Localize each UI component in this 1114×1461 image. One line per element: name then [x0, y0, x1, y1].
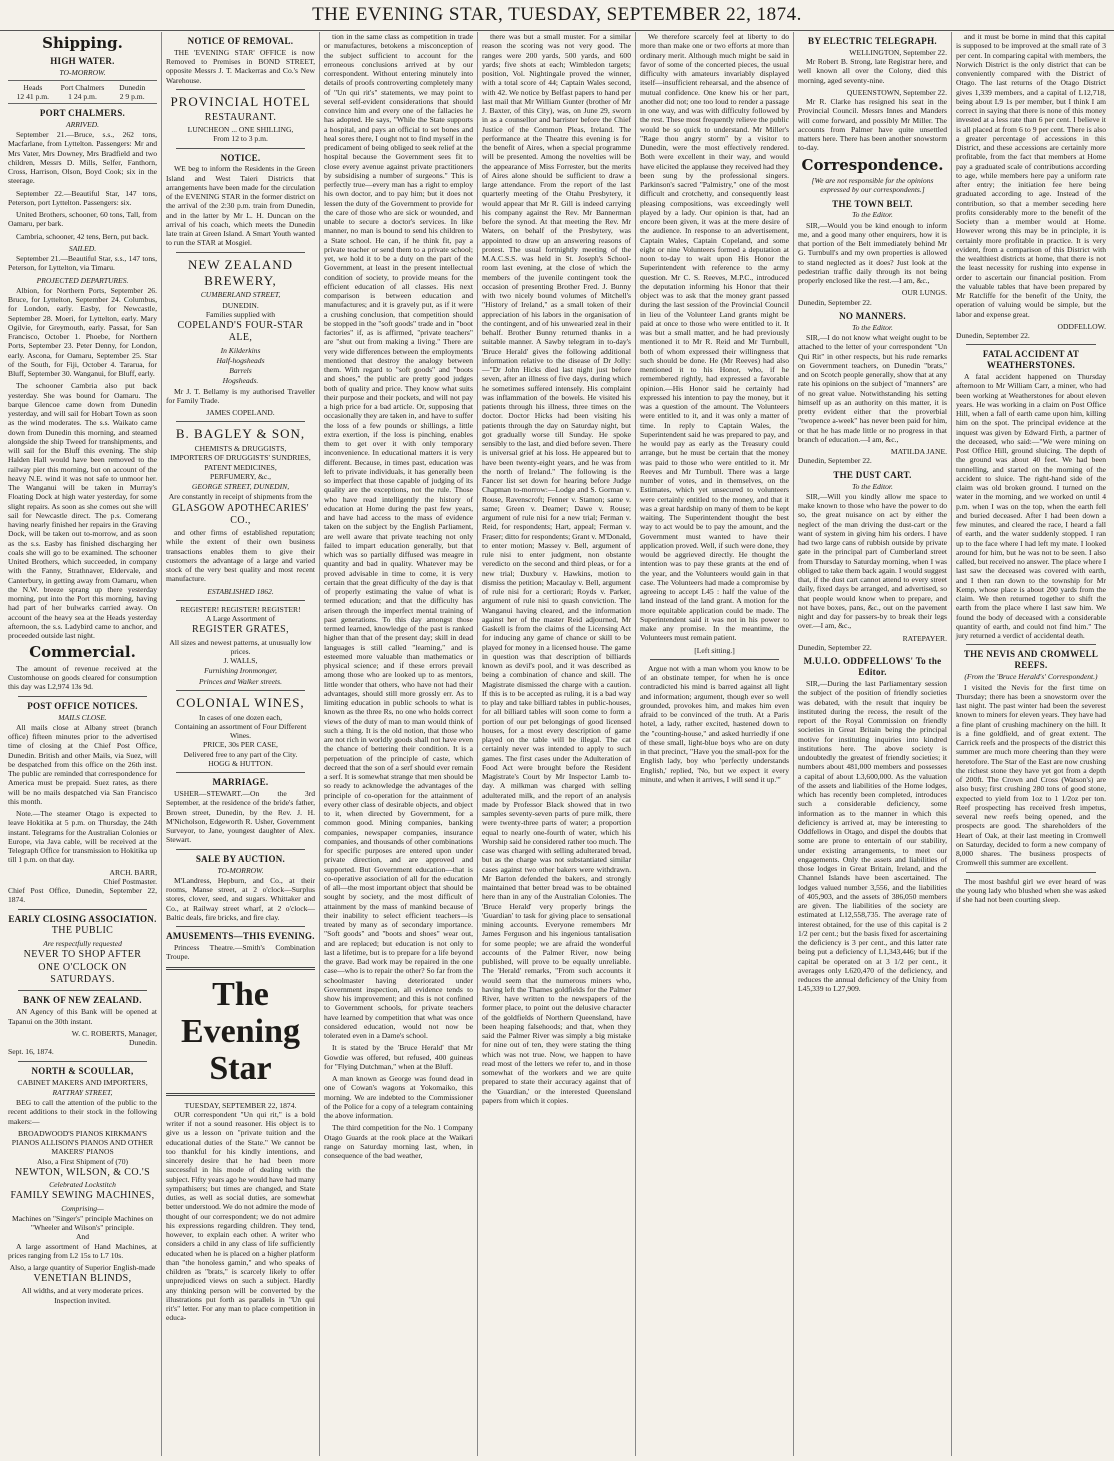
ad-line: ONE O'CLOCK ON SATURDAYS.	[38, 962, 127, 986]
commercial-text: The amount of revenue received at the Customhouse on goods cleared for consumption this day was L2,974 13s 9d.	[8, 663, 157, 692]
disclaimer: [We are not responsible for the opinions expressed by our correspondents.]	[811, 176, 934, 195]
masthead	[0, 0, 1114, 31]
ad-line: From 12 to 3 p.m.	[213, 134, 268, 144]
telegraph-text: Mr Robert B. Strong, late Registrar here, and well known all over the Colony, died this morning, aged seventy-nine.	[798, 57, 947, 85]
letter-date: Dunedin, September 22.	[798, 297, 872, 307]
dateline: QUEENSTOWN, September 22.	[846, 87, 947, 97]
column-3	[320, 32, 478, 1456]
ad-line: Celebrated Lockstitch	[49, 1180, 116, 1190]
ad-line: Families supplied with	[205, 309, 276, 319]
nevis-text: I visited the Nevis for the first time on Thursday; there has been a snowstorm over the last night. The past winter had been the severest known to miners for eleven years. They have had a fine plant of crushing machinery on the hill. It is a fine goldfield, and of great extent. The Carrick reefs and the prospects of the district this summer are much more cheering than they were heretofore. The Star of the East are now crushing the richest stone they have yet got from a depth of 200ft. The Crown and Cross (Watson's) are also busy; first crushing 280 tons of good stone, expected to yield from 1oz to 1 1/2oz per ton. Reef prospecting has received fresh impetus, several new reefs being opened, and the prospects are good. The shareholders of the Heart of Oak, at their last meeting in Cromwell on Saturday, decided to form a new company of 8,000 shares. The business prospects of Cromwell this summer are excellent.	[956, 682, 1106, 868]
ad-line: All widths, and at very moderate prices.	[21, 1286, 144, 1296]
nevis-heading: THE NEVIS AND CROMWELL REEFS.	[963, 649, 1099, 671]
bank-signature: W. C. ROBERTS, Manager,	[71, 1028, 157, 1038]
ad-line: In Kilderkins	[220, 345, 261, 355]
divider	[176, 690, 305, 691]
news-paragraph: The third competition for the No. 1 Company Otago Guards at the rook place at the Waikari range on Saturday morning last, when, in consequence of the bad weather,	[324, 1123, 473, 1160]
newspaper-title: The Evening Star	[180, 975, 301, 1088]
sailings-text: September 21.—Beautiful Star, s.s., 147 tons, Peterson, for Lyttelton, via Timaru.	[8, 254, 157, 273]
newspaper-columns	[4, 32, 1110, 1456]
ad-line: Also, a large quantity of Superior English-made	[9, 1263, 156, 1273]
to-editor: To the Editor.	[852, 322, 893, 332]
tide-cell: Heads 12 41 p.m.	[16, 82, 50, 101]
arrivals-text: September 22.—Beautiful Star, 147 tons, Peterson, port Lyttelton. Passengers: six.	[8, 188, 157, 207]
bank-heading: BANK OF NEW ZEALAND.	[23, 995, 142, 1006]
amusements-heading: AMUSEMENTS—THIS EVENING.	[166, 931, 315, 942]
ad-line: All sizes and newest patterns, at unusually low prices.	[169, 637, 312, 656]
postmaster-title: Chief Postmaster.	[103, 876, 157, 886]
ad-line: VENETIAN BLINDS,	[33, 1273, 132, 1285]
high-water-heading: HIGH WATER.	[50, 56, 115, 67]
news-paragraph: The most bashful girl we ever heard of was the young lady who blushed when she was asked if she had not been courting sleep.	[956, 876, 1106, 905]
ad-line: In cases of one dozen each,	[198, 712, 283, 722]
nevis-subheading: (From the 'Bruce Herald's' Correspondent.)	[964, 672, 1098, 682]
letter-heading: THE DUST CART.	[833, 469, 912, 480]
divider	[650, 659, 779, 660]
tide-cell: Dunedin 2 9 p.m.	[119, 82, 146, 101]
ad-line: PRICE, 30s PER CASE,	[203, 740, 278, 750]
divider	[176, 849, 305, 850]
removal-heading: NOTICE OF REMOVAL.	[187, 36, 294, 46]
divider	[18, 909, 147, 910]
ad-line: HOGG & HUTTON.	[208, 758, 273, 768]
ad-line: Wines.	[230, 731, 251, 741]
column-5	[636, 32, 794, 1456]
column-2	[162, 32, 320, 1456]
left-sitting-note: [Left sitting.]	[694, 645, 735, 655]
news-paragraph: It is stated by the 'Bruce Herald' that Mr Gowdie was offered, but refused, 400 guineas for "Flying Dutchman," when at the Bluff.	[324, 1043, 473, 1071]
news-paragraph: Argue not with a man whom you know to be of an obstinate temper, for when he is once contradicted his mind is barred against all light and information; argument, though ever so well grounded, provokes him, and makes him even afraid to be convinced of the truth. At a Paris hotel, a lady, rather excited, hastened down to the "counting-house," and asked hurriedly if one of these small, light-blue boys who are on duty in that precinct, "Have you the small-pox for the English lady, boy who 'perfectly understands English,' replied, 'No, but we expect it every minute, and when it arrives, I will send it up.'"	[640, 663, 789, 784]
column-4	[478, 32, 636, 1456]
brewery-heading: NEW ZEALAND BREWERY,	[188, 256, 293, 288]
north-text: BEG to call the attention of the public to the recent additions to their stock in the following makers:—	[8, 1098, 157, 1126]
dateline: TUESDAY, SEPTEMBER 22, 1874.	[184, 1100, 297, 1110]
ad-line: Princes and Walker streets.	[199, 676, 282, 686]
ad-line: and other firms of established reputation; while the extent of their own business transactions enables them to give their customers the advantage of a large and varied stock of the very best quality and most recent manufacture.	[166, 528, 315, 584]
letter-signature: ODDFELLOW.	[1057, 321, 1106, 331]
bagley-heading: B. BAGLEY & SON,	[175, 426, 306, 442]
letter-signature: OUR LUNGS.	[901, 288, 947, 298]
removal-text: THE 'EVENING STAR' OFFICE is now Removed to Premises in BOND STREET, opposite Messrs J. T. Mackerras and Co.'s New Warehouse.	[166, 47, 315, 85]
ad-line: CUMBERLAND STREET,	[200, 290, 281, 300]
letter-text: SIR,—During the last Parliamentary session the subject of the position of friendly societies was debated, with the result that inquiry be instituted during the recess, the result of the report of the Royal Commission on friendly societies in Great Britain being the principal motive for instituting inquiries into kindred institutions here. The above society is undoubtedly the greatest of friendly societies; it numbers about 481,000 members and possesses a capital of about L3,600,000. As the valuation of the assets and liabilities of the Home lodges, which has recently been completed, introduces such a considerable deficiency, some information as to the manner in which this deficiency is arrived at, may be interesting to Oddfellows in Otago, and dispel the doubts that some are prone to entertain of our stability, under existing arrangements, to meet our engagements. Only the assets and liabilities of those lodges in Great Britain, Ireland, and the Channel Islands have been ascertained. The lodges valued number 3,556, and the liabilities of 405,903, and the assets of 386,050 members are given. The liabilities of the society are estimated at L12,558,735. The average rate of interest obtained, for the use of this capital is 2 1/2 per cent.; but the basis fixed for ascertaining the deficiency is 3 per cent., and this latter rate being put a deficiency of L1,343,446; but if the capital be operated on at 3 1/2 per cent., it averages only L620,470 of the deficiency, and reduces the annual deficiency of the Unity from L45,339 to L27,909.	[798, 679, 947, 994]
divider	[176, 148, 305, 149]
ad-line: RATTRAY STREET,	[52, 1087, 113, 1097]
sailed-heading: SAILED.	[68, 243, 97, 253]
divider	[966, 644, 1096, 645]
postmaster-name: ARCH. BARR,	[109, 867, 157, 877]
divider	[176, 421, 305, 422]
ad-line: ESTABLISHED 1862.	[207, 586, 274, 596]
ad-line: DUNEDIN.	[222, 300, 259, 310]
ad-line: A large assortment of Hand Machines, at prices ranging from L2 15s to L7 10s.	[8, 1241, 157, 1260]
projected-heading: PROJECTED DEPARTURES.	[36, 275, 129, 285]
telegraph-heading: BY ELECTRIC TELEGRAPH.	[808, 36, 937, 46]
ad-line: CHEMISTS & DRUGGISTS,	[194, 444, 287, 454]
column-6	[794, 32, 952, 1456]
letter-heading: NO MANNERS.	[839, 310, 906, 321]
ad-line: GLASGOW APOTHECARIES' CO.,	[172, 502, 309, 526]
news-paragraph: there was but a small muster. For a similar reason the scoring was not very good. The ranges were 200 yards, 500 yards, and 600 yards; five shots at each; Wimbledon targets; position, Vol. Nightingale proved the winner, with a total score of 44; Captain Wales second, with 42. We notice by Belfast papers to hand per last mail that Mr William Gunter (brother of Mr J. Baxter, of this City), was, on June 29, sworn in as a counsellor and barrister before the Chief Justice of the Common Pleas, Ireland. The performance at the Theatre this evening is for the benefit of Aires, when a special programme will be presented. Among the novelties will be the appearance of Miss Forrester, but the merits of Aires alone should be sufficient to draw a large attendance. From the report of the last quarterly meeting of the Otahu Presbytery, it would appear that Mr R. Gill is indeed carrying his company against the Rev. Mr Bannerman before the synod. At that meeting the Rev. Mr Waters, on behalf of the Presbytery, was appointed to draw up an answering reasons of protest. The usual fortnightly meeting of the M.A.C.S.S. was held in St. Joseph's School-room last evening, at the close of which the members of the juvenile contingent took the occasion of presenting Brother Fred. J. Bunny with two nicely bound volumes of Mitchell's "History of Ireland," as a small token of their appreciation of his labors in the organisation of the contingent, and of his unwearied zeal in their behalf. Brother Bunny returned thanks in a suitable manner. A Sawby telegram in to-day's 'Bruce Herald' gives the following additional information relative to the disease of Dr Jolly:—"Dr John Hicks died last night just before seven, after an illness of five days, during which he sometimes suffered intensely. His complaint was inflammation of the bowels. He visited his patients through his illness, three times on the doctor. Doctor Hicks had been visiting his patients through the day on Saturday night, but got gradually worse till Sunday. He spoke sensibly to the last, and died before seven. There is universal grief at his loss. He appeared but to have been twenty-eight years, and he was from the north of Ireland." The following is the Fancer list set down for hearing before Judge Chapman to-morrow:—Lodge and S. Gorman v. Rouse, Ravenscroft; Fenner v. Stamon; same v. same; Green v. Deamer; Dawe v. Rouse; argument of rule nisi for a new trial; Ferman v. Reid, for respondents; Hart, appeal; Ferman v. Fraser; ditto for respondents; Grant v. M'Donald, to enter motion; Massey v. Bell, argument of rule nisi to enter judgment, non obstante veredicto on the second and third pleas, or for a new trial; Duxbury v. Hawkins, motion to dismiss the petition; Macaulay v. Bell, argument of rule nisi for a certiorari; Royds v. Parker, argument of rule nisi to quash conviction. The Wanganui having cleared, and the information against her of the master Reid adjourned, Mr Gaskell is from the claims of the Licensing Act for inducing any game of chance or skill to be played for money in a licensed house. The game in question was that description of billiards known as devil's pool, and it was described as being a combination of chance and skill. The Magistrate dismissed the charge with a caution. If this is to be accepted as ruling, it is a bad way to play and take billiard tables in public-houses, for all billiard tables will soon come to form a portion of our pet belongings of good licensed houses, for a most every description of game played on the table will be illegal. The cat certainly never was intended to apply to such games. The first cases under the Adulteration of Food Act were brought before the Resident Magistrate's Court by Mr Inspector Lamb to-day. A milkman was charged with selling adulterated milk, and the report of an analysis made by Professor Black showed that in two samples seventy-seven parts of pure milk, there were twenty-three parts of water; a proportion equal to nearly one-fourth of water, which his Worship said he considered rather too much. The case was charged with selling adulterated bread, but as the charge was not substantiated similar cases against two other bakers were withdrawn. Mr Barton defended the bakers, and strongly maintained that better bread was to be obtained here than in any of the Australian Colonies. The 'Bruce Herald' very properly brings the 'Guardian' to task for giving place to sensational mining accounts. Everyone remembers Mr James Ferguson and his ingenious tantalisation for some people; we are afraid the wonderful accounts of the Palmer River, now being published, will prove to be equally unreliable. The 'Herald' remarks, "From such accounts it would seem that the numerous miners who, having left the Thames goldfields for the Palmer River, have written to the newspapers of the former place, to point out the delusive character of the goldfields of Northern Queensland, have been heaping falsehoods; and that, when they said the Palmer River was simply a big mistake for nine out of ten, they were stating the thing which was not true. Now, we happen to have read most of the letters we refer to, and in those somewhat of the workers and we are quite prepared to state their accuracy against that of the 'Guardian,' or the interested Queensland papers from which it copies.	[482, 32, 631, 1105]
tide-cell: Port Chalmers 1 24 p.m.	[60, 82, 105, 101]
column-7	[952, 32, 1110, 1456]
ad-line: CABINET MAKERS AND IMPORTERS,	[17, 1077, 148, 1087]
bank-place: Dunedin.	[128, 1038, 157, 1048]
editorial-continuation: tion in the same class as competition in trade or manufactures, betokens a misconception of the subject sufficient to account for the erroneous conclusions arrived at by our correspondent. Without entering minutely into details of proofs controverting completely many of "Un qui rit's" statements, we may point to several self-evident considerations that should convince him and every one of the fallacies he has adopted. He says, "While the State supports a hospital, and pays an official to set bones and heal sores there, I ought not to find myself in the predicament of being obliged to seek relief at the hospital because the Government sees fit to close every avenue against private practitioners by subsidising a number of surgeons." This is perfectly true—every man has a right to employ his own doctor, and to pay him; but it does not lessen the duty of the Government to provide for the care of those who are sick or wounded, and unable to secure a doctor's services. In like manner, no man is bound to send his children to a State school. He can, if he think fit, pay a private teacher or send them to a private school; yet, we hold it to be a duty on the part of the Government, at least in the present intellectual condition of society, to provide means for the efficient education of all classes. His next comparison is between education and manufactures; and it is gravely put, as if it were a crushing conclusion, that competition should be stopped in the "soft goods" trade and in "boot factories" if, as is affirmed, "private teachers" are "shut out from making a living." There are very wide differences between the employments mentioned that destroy the analogy between them. With regard to "soft goods" and "boots and shoes," the public are pretty good judges both of quality and price. They know what suits their purpose and their pockets, and will not pay a high price for a bad article. Or, supposing that occasionally they are taken in, and have to suffer the loss of a few pounds or shillings, a little extra exertion, if the loss is pinching, enables them to get over it with only temporary inconvenience. In educational matters it is very different. Because, in times past, education was left to private individuals, it has generally been so imperfect that those capable of judging of its quality are the exceptions, not the rule. Those who have read intelligently the history of education at Home during the past few years, and have had access to the mass of evidence taken on the subject by the English Parliament, are well aware that private teaching not only failed to impart education generally, but that which was so partially diffused was meagre in quantity and bad in quality. Whatever may be proved advisable in time to come, it is very certain that the great difficulty of the day is that of properly estimating the value of what is termed education; and that the difficulty has arisen through the imperfect mental training of past generations. To this day amongst those termed learned, knowledge of the past is ranked higher than that of the present day; skill in dead languages is still called "learning," and is esteemed more valuable than mathematics or physical science; and if these errors prevail among those who are looked up to as mentors, little wonder that others, who have not had their advantages, should still more grossly err. As to limiting education in public schools to what is known as the three Rs, no one who holds correct views of the duty of man to man would think of such a thing. It is the old notion, that those who are not rich in worldly goods shall not have even the chance of bettering their condition. It is a perpetuation of the principle of caste, which decreed that the son of a serf should ever remain a serf. It is somewhat strange that men should be so ready to acknowledge the advantages of the principle of co-operation for the attainment of every other class of desirable objects, and object to it, when directed by Government, for a common good. Mining companies, banking companies, newspaper companies, insurance companies, and thousands of other combinations for specific purposes are entered upon under private direction, and are approved and supported. But Government education—that is co-operative association of all for the education of all—the most important object that should be sought by society, and the most difficult of attainment by the mass of mankind because of their inability to select efficient teachers—is treated by many as of secondary importance. "Soft goods" and "boots and shoes" wear out, and are replaced; but education is not only to last a lifetime, but is to prepare for a life beyond the grave. Bad work may be repaired in the one case—who is to repair the other? So far from the schoolmaster having deteriorated under Government inspection, all evidence tends to show his improvement; and this is not confined to Government schools, for private teachers have learned by competition that what was once considered education, would not now be tolerated even in a Dame's school.	[324, 32, 473, 1040]
ad-line: Are constantly in receipt of shipments from the	[168, 492, 313, 502]
letter-signature: MATILDA JANE.	[890, 447, 947, 457]
correspondence-heading: Correspondence.	[801, 155, 944, 174]
arrivals-text: United Brothers, schooner, 60 tons, Tall, from Oamaru, per bark.	[8, 210, 157, 229]
ad-line: Half-hogsheads	[216, 355, 265, 365]
postmaster-date: Chief Post Office, Dunedin, September 22, 1874.	[8, 886, 157, 905]
sale-text: M'Landress, Hepburn, and Co., at their rooms, Manse street, at 2 o'clock—Surplus stores, clover, seed, and sugars. Whittaker and Co., at Railway street wharf, at 2 o'clock—Baltic deals, fire bricks, and fire clay.	[166, 875, 315, 922]
masthead-title: THE EVENING STAR, TUESDAY, SEPTEMBER 22, 1874.	[312, 4, 802, 25]
commercial-heading: Commercial.	[29, 643, 136, 662]
notice-text: WE beg to inform the Residents in the Green Island and West Taieri Districts that arrangements have been made for the circulation of the EVENING STAR in the former district on the arrival of the 2:30 p.m. train from Dunedin, and in the latter by Mr L. H. Duncan on the arrival of his coach, which meets the Dunedin late train at Green Island. A Smart Youth wanted to run the STAR at Mosgiel.	[166, 164, 315, 248]
ad-line: Inspection invited.	[54, 1295, 111, 1305]
ad-line: GEORGE STREET, DUNEDIN,	[191, 482, 290, 492]
post-office-heading: POST OFFICE NOTICES.	[27, 700, 138, 711]
amusements-text: Princess Theatre.—Smith's Combination Troupe.	[166, 943, 315, 962]
port-chalmers-heading: PORT CHALMERS.	[39, 108, 126, 119]
divider	[18, 990, 147, 991]
ad-line: A Large Assortment of	[205, 614, 276, 624]
arrived-heading: ARRIVED.	[65, 119, 100, 129]
arrivals-text: Cambria, schooner, 42 tens, Bern, put back.	[16, 231, 149, 241]
fatal-accident-heading: FATAL ACCIDENT AT WEATHERSTONES.	[982, 349, 1080, 371]
dateline: WELLINGTON, September 22.	[849, 47, 947, 57]
ad-line: Also, a First Shipment of (70)	[36, 1156, 129, 1166]
ad-line: Barrels	[229, 366, 252, 376]
post-office-text: All mails close at Albany street (branch office) fifteen minutes prior to the advertised time of closing at the Chief Post Office, Dunedin. British and other Mails, via Suez, will be despatched from this office on the 26th inst. The public are reminded that correspondence for America must be prepaid. Suez rates, as there will be no mails despatched via San Francisco this month.	[8, 722, 157, 806]
ad-line: PERFUMERY, &c.,	[209, 471, 272, 481]
north-scoullar-heading: NORTH & SCOULLAR,	[31, 1065, 134, 1076]
letter-text: SIR,—Would you be kind enough to inform me, and a good many other enquirers, how it is that portion of the Belt immediately behind Mr G. Turnbull's and my own properties is allowed to stand neglected as it does? Just look at the pedestrian traffic daily through its not being properly enclosed like the rest.—I am, &c.,	[798, 220, 947, 286]
ad-line: JAMES COPELAND.	[206, 408, 275, 418]
marriage-heading: MARRIAGE.	[212, 777, 269, 788]
ad-line: Furnishing Ironmonger,	[204, 666, 277, 676]
marriage-text: USHER—STEWART.—On the 3rd September, at the residence of the bride's father, Brown street, Dunedin, by the Rev. J. H. M'Nicholson, Edgeworth R. Usher, Government Surveyor, to Jane, youngest daughter of Alex. Stewart.	[166, 789, 315, 845]
ad-line: IMPORTERS OF DRUGGISTS' SUNDRIES, PATENT MEDICINES,	[170, 453, 311, 472]
ad-line: Delivered free to any part of the City.	[183, 749, 298, 759]
divider	[18, 1061, 147, 1062]
letter-date: Dunedin, September 22.	[956, 331, 1030, 340]
letter-text: SIR,—I do not know what weight ought to be attached to the letter of your correspondent "Un Qui Rit" in other respects, but his rude remarks on Government teachers, on Dunedin "brats," and on Scotch people generally, show that at any rate his opinions on the subject of "manners" are of no great value. Notwithstanding his setting himself up as an authority on this matter, it is pretty evident either that the proverbial "twopence a-week" has never been paid for him, or that he has made little or no progress in that branch of education.—I am, &c.,	[798, 333, 947, 444]
divider	[966, 344, 1096, 345]
ad-line: REGISTER GRATES,	[192, 624, 289, 636]
ad-line: COPELAND'S FOUR-STAR ALE,	[177, 320, 304, 344]
divider	[176, 772, 305, 773]
letter-continuation: and it must be borne in mind that this capital is supposed to be improved at the small rate of 3 per cent. In comparing capital with members, the Norwich District is the only district that can be conveniently compared with the District of Otago. The last returns of the Otago District gives 1,339 members, and a capital of L12,718, being about L9 1s per member, but I think I am correct in saying that there is none of this money invested at a less rate than 6 per cent. I believe it is all placed at from 6 to 9 per cent. There is also a greater percentage of accessions in this District, and these accessions are certainly more profitable, from the fact that members at Home pay a graduated scale of contributions according to age, while members here pay a uniform rate after entry; the initiation fee here being graduated according to age. Instead of the contribution, so that a member seceding here profits considerably more to the benefit of the Society than a member would at Home. However wrong this may be in principle, it is certainly more profitable in practice. It is very evident, from a comparison of this District with the wealthiest districts at home, that there is not the least necessity for rushing into expense in order to ascertain our financial position. From the valuable tables that have been prepared by Mr Ratcliffe for the benefit of the Unity, the operation of valuing would be simple, but the labor and expense great.	[956, 32, 1106, 319]
post-office-note: Note.—The steamer Otago is expected to leave Hokitika at 5 p.m. on Thursday, the 24th instant. Telegrams for the Australian Colonies or Europe, via Java cable, will be received at the Telegraph Office for transmission to Hokitika up till 1 p.m. on that day.	[8, 809, 157, 865]
notice-heading: NOTICE.	[220, 152, 261, 163]
high-water-subheading: TO-MORROW.	[59, 68, 106, 78]
letter-date: Dunedin, September 22.	[798, 642, 872, 652]
early-closing-heading: EARLY CLOSING ASSOCIATION.	[8, 913, 157, 924]
shipping-heading: Shipping.	[42, 34, 123, 52]
column-1	[4, 32, 162, 1456]
ad-line: Mr J. T. Bellamy is my authorised Traveller for Family Trade.	[166, 386, 315, 405]
letter-heading: THE TOWN BELT.	[832, 198, 913, 209]
divider	[176, 89, 305, 90]
divider	[966, 872, 1096, 873]
to-editor: To the Editor.	[852, 210, 893, 220]
ad-line: NEVER TO SHOP AFTER	[23, 948, 142, 960]
divider	[176, 252, 305, 253]
sale-heading: SALE BY AUCTION.	[195, 853, 286, 864]
divider	[18, 696, 147, 697]
ad-line: RESTAURANT.	[204, 111, 277, 123]
letter-heading: M.U.I.O. ODDFELLOWS' To the Editor.	[803, 656, 942, 678]
news-paragraph: We therefore scarcely feel at liberty to do more than make one or two efforts at more than ordinary merit. Although much might be said in favor of some of the concerted pieces, the usual difficulty with amateurs invariably displayed itself—insufficient rehearsal, and the absence of mutual confidence. One knew his or her part, another did not; one too loud to render a passage in one way, and was with difficulty followed by the rest. These most frequently relieve the public would be so quick to understand. Mr Miller's "Rage thou angry storm" by a visitor to Dunedin, were the most effectively rendered. Both were excellent in their way, and would have elicited the applause they received had they been sung by the professional singers. Parkinson's sacred "Palmistry," one of the most difficult and crotchetty, and consequently least pleasing compositions, was exceedingly well played by a lady. Our opinion is that, had an encore been given, it was at the mere desire of the audience. In response to an advertisement, Captain Wales, Captain Copeland, and some eight or nine Volunteers formed a deputation at noon to-day to wait upon His Honor the Superintendent with reference to the army question. Mr C. S. Reeves, M.P.C., introduced the deputation informing his Honor that their object was to ask that the money grant passed during the last session of the Provincial Council in lieu of the Volunteer Land grants might be paid at once to those who were entitled to it. It was but a small matter, and he had previously mentioned it to Mr R. Reid and Mr Turnbull, both of whom expressed their willingness that such should be done. He (Mr Reeves) had also mentioned it to his Honor, who, if he remembered rightly, had expressed a favorable opinion.—His Honor said he certainly had expressed his intention to pay the money, but it was a question of the amount. The Volunteers were entitled to it, and it was only a matter of time. In reply to Captain Wales, the Superintendent said he was prepared to pay, and he would pay as early as the Treasury could arrange, but he must be certain that the money was paid to those who were entitled to it. Mr Reeves and Mr Turnbull. There was a large number of votes, and in themselves, on the Estimates, which yet unsecured to volunteers were certainly entitled to the money, and that it was a great hardship on many of them to be kept waiting. The Superintendent thought the best way to act would be to pay the amount, and the Government must wanted to have their application proved. Well, if such were done, they would be aggrieved directly. He thought the intention was to pay these grants at the end of the year, and the Volunteers would gain in that case. The Volunteers had made a compromise by agreeing to accept L45 : half the value of the land instead of the land grant. A motion for the more equitable application could be made. The Superintendent said it was not in his power to make any promise. In the meantime, the Volunteers must remain patient.	[640, 32, 789, 643]
bank-date: Sept. 16, 1874.	[8, 1047, 54, 1057]
ad-line: THE PUBLIC	[51, 925, 114, 937]
divider	[166, 967, 315, 970]
letter-text: SIR,—Will you kindly allow me space to make known to those who have the power to do so, the great nuisance on act by either the neglect of the man driving the dust-cart or the want of system in giving him his orders. I have had two large cans of rubbish outside by private gate in the principal part of Cumberland street from Thursday to Saturday morning, when I was obliged to take them back again. I would suggest that, if the dust cart cannot attend to every street daily, fixed days be arranged, and advertised, so that people would know when to prepare, and not have boxes, pans, &c., out on the pavement night and day for passers-by to break their legs over.—I am, &c.,	[798, 491, 947, 631]
colonial-wines-heading: COLONIAL WINES,	[176, 694, 305, 710]
divider	[176, 600, 305, 601]
divider	[176, 926, 305, 927]
ad-line: Comprising—	[61, 1203, 104, 1213]
arrivals-text: September 21.—Bruce, s.s., 262 tons, Macfarlane, from Lyttelton. Passengers: Mr and Mrs Vater, Mrs Downey, Mrs Bradfield and two children, Messrs D. Mills, Selfer, Fanthorn, Cross, Harrison, Olson, Boyd Cook; six in the steerage.	[8, 130, 157, 186]
ad-line: And	[75, 1232, 90, 1242]
ad-line: LUNCHEON ... ONE SHILLING,	[187, 125, 294, 135]
ad-line: NEWTON, WILSON, & CO.'S	[14, 1166, 151, 1178]
shipping-notes: The schooner Cambria also put back yesterday. She was bound for Oamaru. The barque Glencoe came down from Dunedin yesterday, and will sail for Hobart Town as soon as the wind moderates. The s.s. Waikato came down from Dunedin this morning, and steamed alongside the ship Tweed for transhipments, and will sail for the Bluff this evening. The ship Halden Hall would have been removed to the railway pier this morning, but on account of the heavy N.E. wind it was not safe to unmoor her. The Wanganui will be taken in Murray's Floating Dock at high water yesterday, for some slight repairs. As soon as she comes out she will sail for Newcastle direct. The p.s. Comerang having nearly finished her repairs in the Graving Dock, will be taken out to-morrow, and as soon as the s.s. Easby has finished discharging her coals she will go to be examined. The schooner United Brothers, which succeeded, in company with the Fanny, Strathnaver, Eldervale, and Canterbury, in getting away from Oamaru, when the N.W. breeze sprang up there yesterday morning, put into the Port this morning, having had part of her bulwarks carried away. On account of the heavy sea at the Heads yesterday afternoon, the s.s. Ladybird came to anchor, and proceeded outside last night.	[8, 381, 157, 641]
editorial-text: OUR correspondent "Un qui rit," is a bold writer if not a sound reasoner. His object is to give us a lesson on "private tuition and the educational duties of the State." We cannot be too thankful for his kindly intentions, and sincerely desire that he had been more successful in his mode of dealing with the subject. Fifty years ago he would have had many sympathisers; but times are changed, and State duties, as well as social duties, are somewhat better understood. We do not admire the mode of thought of our correspondent; we do not admire his expressions regarding children. They tend, however, to explain each other. A writer who considers a child in any class of life sufficiently educated when he is placed on a higher platform than "the honoless gamin," and who speaks of children as "brats," is scarcely likely to offer unprejudiced views on such a subject. Hardly any thinking person will be converted by the illustrations put forth as parallels in "Un qui rit's" letter. For any man to place competition in educa-	[166, 1109, 315, 1323]
ad-line: FAMILY SEWING MACHINES,	[10, 1190, 155, 1202]
ad-line: Hogsheads.	[222, 376, 259, 386]
projected-text: Albion, for Northern Ports, September 26. Bruce, for Lyttelton, September 24. Columbus, for London, early. Easby, for Newcastle, September 28. Moeri, for Lyttelton, early. Mary Ogilvie, for Greymouth, early. Passat, for San Francisco, October 1. Phoebe, for Northern Ports, September 23. Peter Denny, for London, early. Ascona, for Oamaru, September 25. Star of the South, for Fiji, October 4. Tararua, for Bluff, September 30. Wanganui, for Bluff, early.	[8, 285, 157, 379]
bank-text: AN Agency of this Bank will be opened at Tapanui on the 30th instant.	[8, 1007, 157, 1026]
pianos-list: BROADWOOD'S PIANOS KIRKMAN'S PIANOS ALLISON'S PIANOS AND OTHER MAKERS' PIANOS	[11, 1128, 154, 1157]
ad-line: TO-MORROW.	[217, 865, 264, 875]
fatal-accident-text: A fatal accident happened on Thursday afternoon to Mr William Carr, a miner, who had been working at Weatherstones for about eleven years. He was working in a claim on Post Office Hill, when a fall of earth came upon him, killing him on the spot. The principal evidence at the inquest was given by Edward Firth, a partner of the deceased, who said:—"We were mining on Post Office Hill, ground sluicing. The depth of the ground was about 40 feet. We had been tunnelling, and started on the morning of the accident to sluice. The right-hand side of the claim was old broken ground. I turned on the water in the morning, and we worked on until 4 p.m. when I was on the top, when the earth fell and buried deceased. After I had been down a few minutes, and cleared the race, I heard a fall of earth, and the water suddenly stopped. I ran up to the face where I had left my mate. I looked around for him, but he was not to be seen. I also called, but received no answer. The place where I last saw the deceased was covered with earth, and I then ran down to the township for Mr Kemp, whose place is about 200 yards from the claim. We then returned together to shift the earth from the place where I last saw him. We found the body of deceased with a considerable quantity of earth, and could not find him." The jury returned a verdict of accidental death.	[956, 372, 1106, 641]
ad-line: Machines on "Singer's" principle Machines on "Wheeler and Wilson's" principle.	[11, 1213, 154, 1233]
telegraph-text: Mr R. Clarke has resigned his seat in the Provincial Council. Messrs Innes and Manders will come forward, and possibly Mr Miller. The accounts from Palmer have quite unsettled matters here. There has been another snowstorm to-day.	[798, 97, 947, 153]
register-heading: REGISTER! REGISTER! REGISTER!	[180, 604, 301, 614]
divider	[166, 1093, 315, 1096]
to-editor: To the Editor.	[852, 481, 893, 491]
news-paragraph: A man known as George was found dead in one of Cowan's wagons at Yokomaiko, this morning. We are indebted to the Commissioner of the Police for a copy of a telegram containing the above information.	[324, 1074, 473, 1120]
tide-table	[8, 80, 157, 105]
letter-signature: RATEPAYER.	[902, 633, 947, 643]
ad-line: Are respectfully requested	[43, 938, 122, 948]
hotel-heading: PROVINCIAL HOTEL	[170, 93, 311, 109]
ad-line: Containing an assortment of Four Different	[174, 721, 307, 731]
ad-line: J. WALLS,	[223, 656, 258, 665]
letter-date: Dunedin, September 22.	[798, 456, 872, 466]
mails-close-heading: MAILS CLOSE.	[58, 712, 107, 722]
